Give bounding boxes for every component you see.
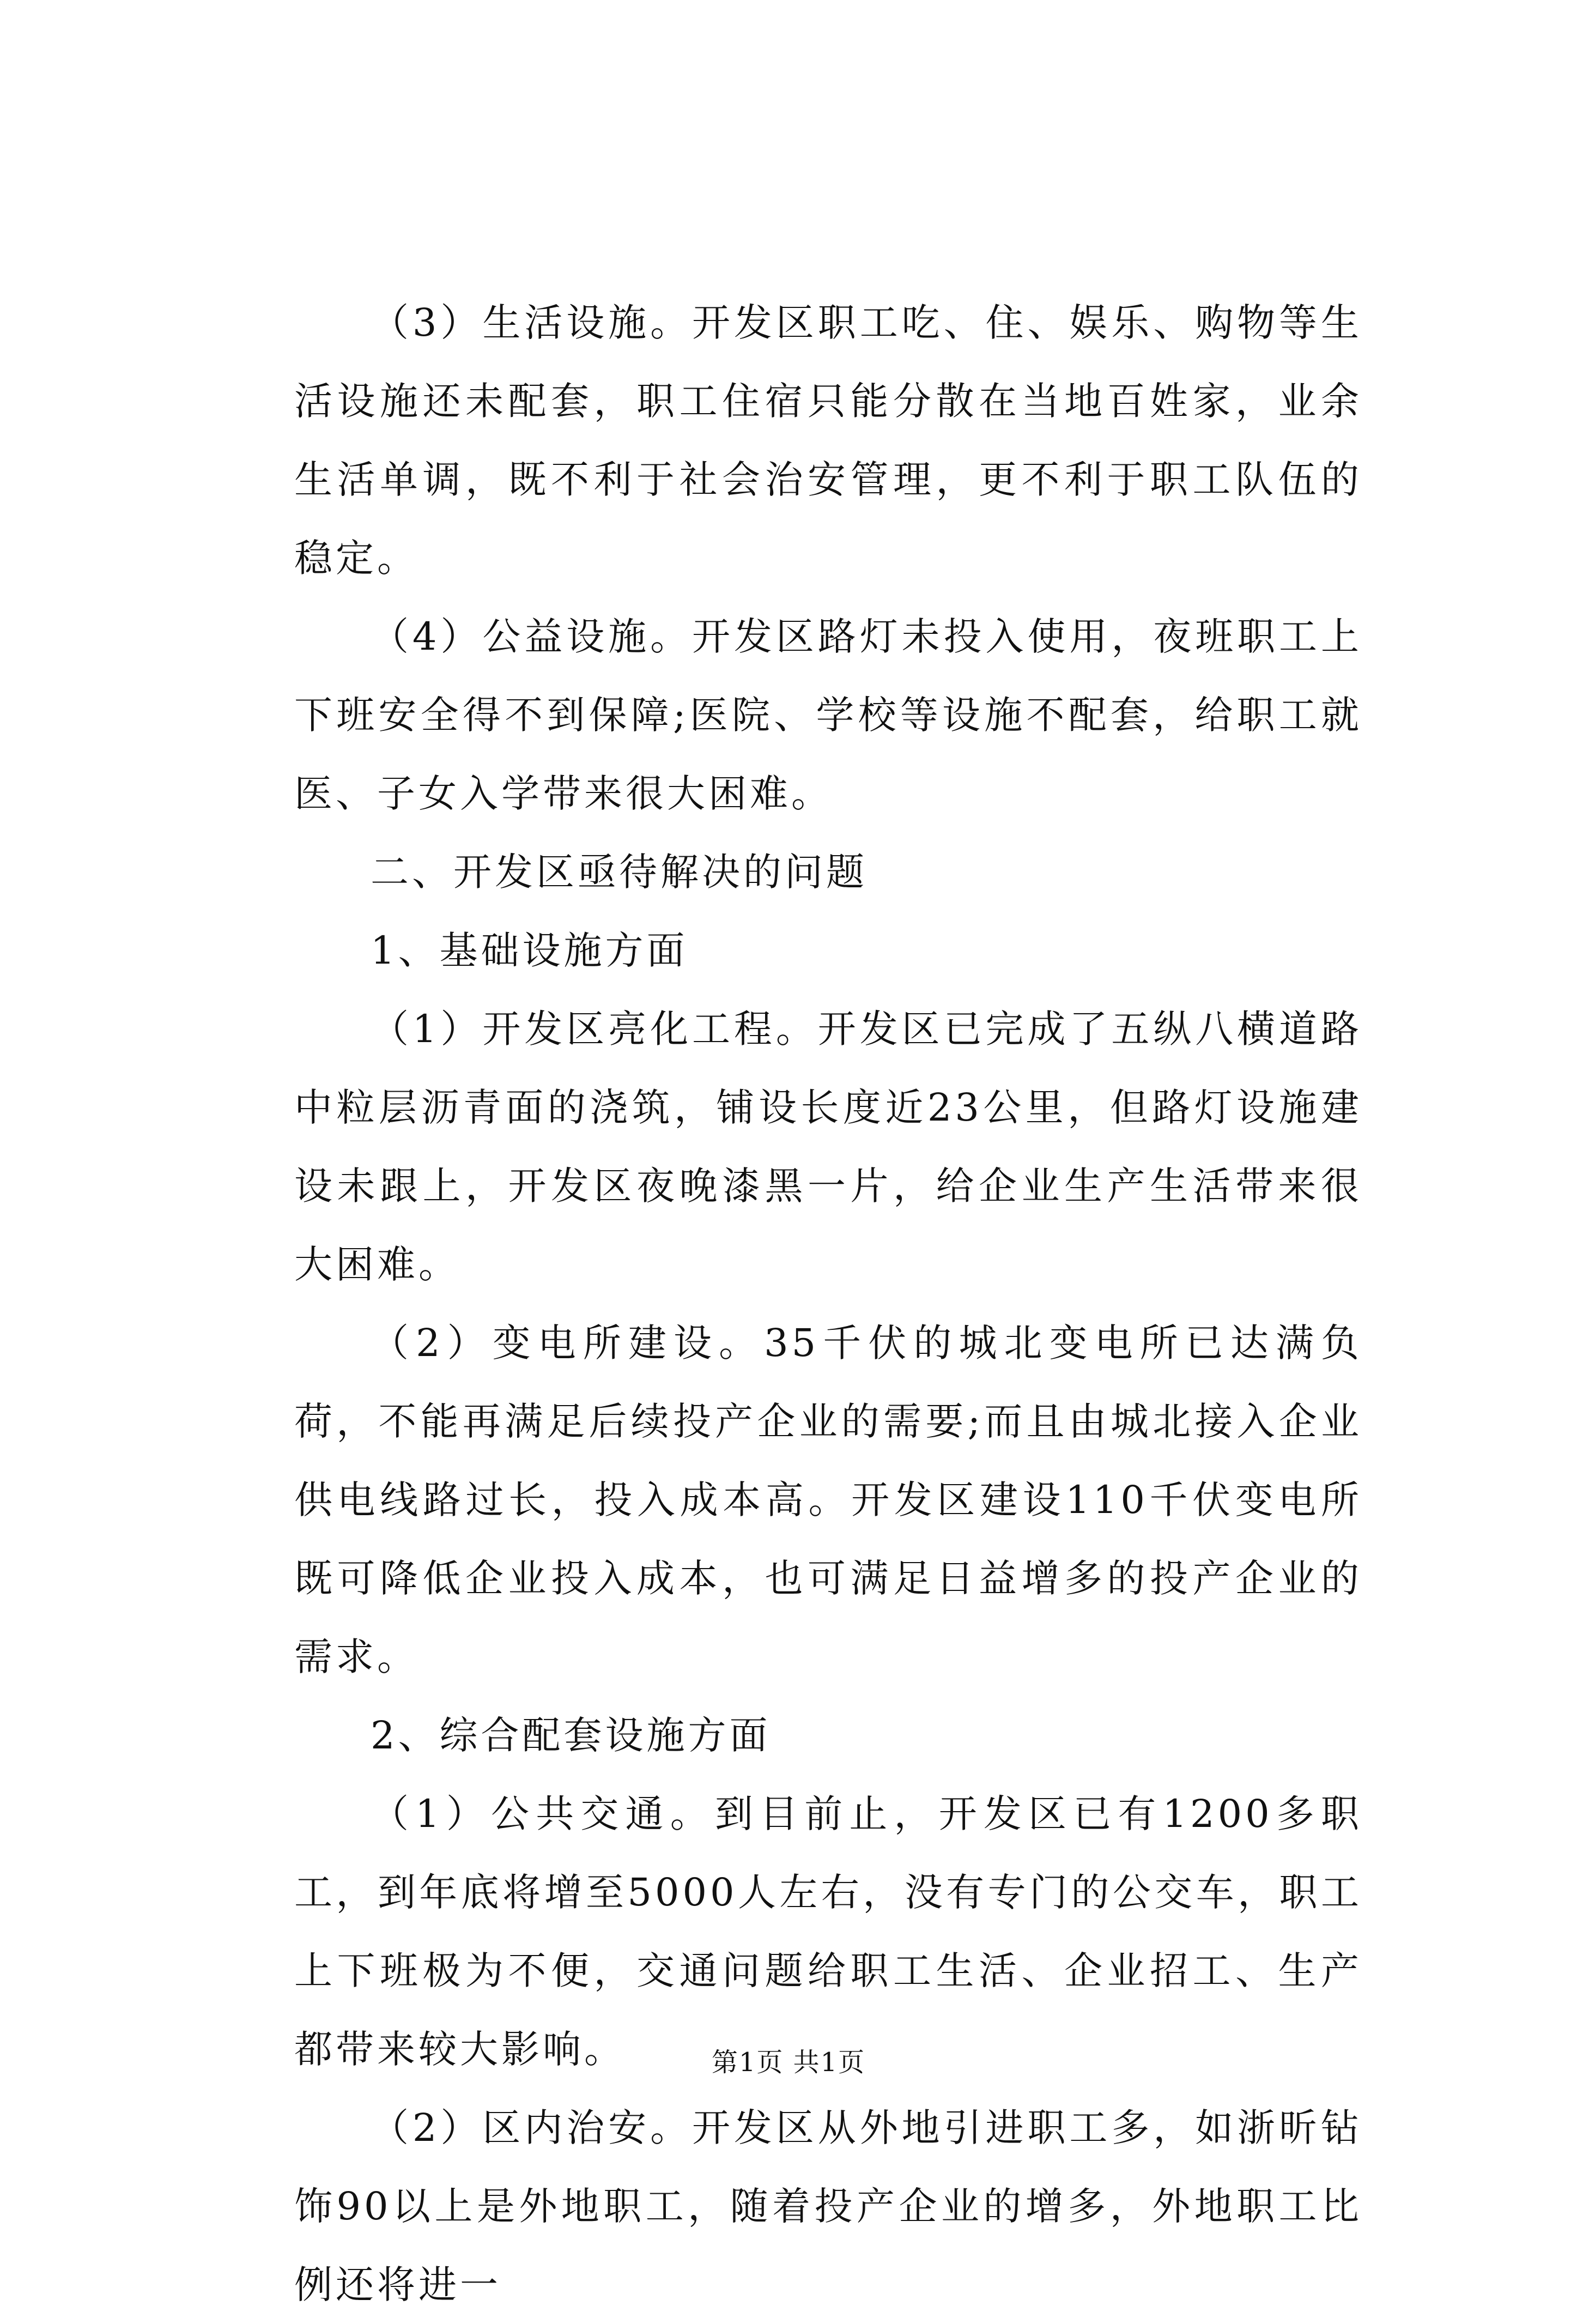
paragraph-public-welfare-facilities: （4）公益设施。开发区路灯未投入使用，夜班职工上下班安全得不到保障;医院、学校等设施不配套，给职工就医、子女入学带来很大困难。 xyxy=(294,614,1362,816)
section-heading-problems: 二、开发区亟待解决的问题 xyxy=(371,850,868,894)
paragraph-substation: （2）变电所建设。35千伏的城北变电所已达满负荷，不能再满足后续投产企业的需要;而且由城北接入企业供电线路过长，投入成本高。开发区建设110千伏变电所既可降低企业投入成本，也可满足日益增多的投产企业的需求。 xyxy=(294,1321,1362,1679)
paragraph-living-facilities: （3）生活设施。开发区职工吃、住、娱乐、购物等生活设施还未配套，职工住宿只能分散在当地百姓家，业余生活单调，既不利于社会治安管理，更不利于职工队伍的稳定。 xyxy=(294,300,1362,580)
subsection-heading-supporting-facilities: 2、综合配套设施方面 xyxy=(371,1713,771,1758)
paragraph-lighting-project: （1）开发区亮化工程。开发区已完成了五纵八横道路中粒层沥青面的浇筑，铺设长度近23公里，但路灯设施建设未跟上，开发区夜晚漆黑一片，给企业生产生活带来很大困难。 xyxy=(294,1007,1362,1287)
paragraph-public-security: （2）区内治安。开发区从外地引进职工多，如浙昕钻饰90以上是外地职工，随着投产企业的增多，外地职工比例还将进一 xyxy=(294,2105,1362,2307)
document-body xyxy=(294,283,1362,2324)
page-footer: 第1页 共1页 xyxy=(711,2047,866,2078)
subsection-heading-infrastructure: 1、基础设施方面 xyxy=(371,928,688,973)
paragraph-public-transport: （1）公共交通。到目前止，开发区已有1200多职工，到年底将增至5000人左右，没有专门的公交车，职工上下班极为不便，交通问题给职工生活、企业招工、生产都带来较大影响。 xyxy=(294,1792,1362,2072)
